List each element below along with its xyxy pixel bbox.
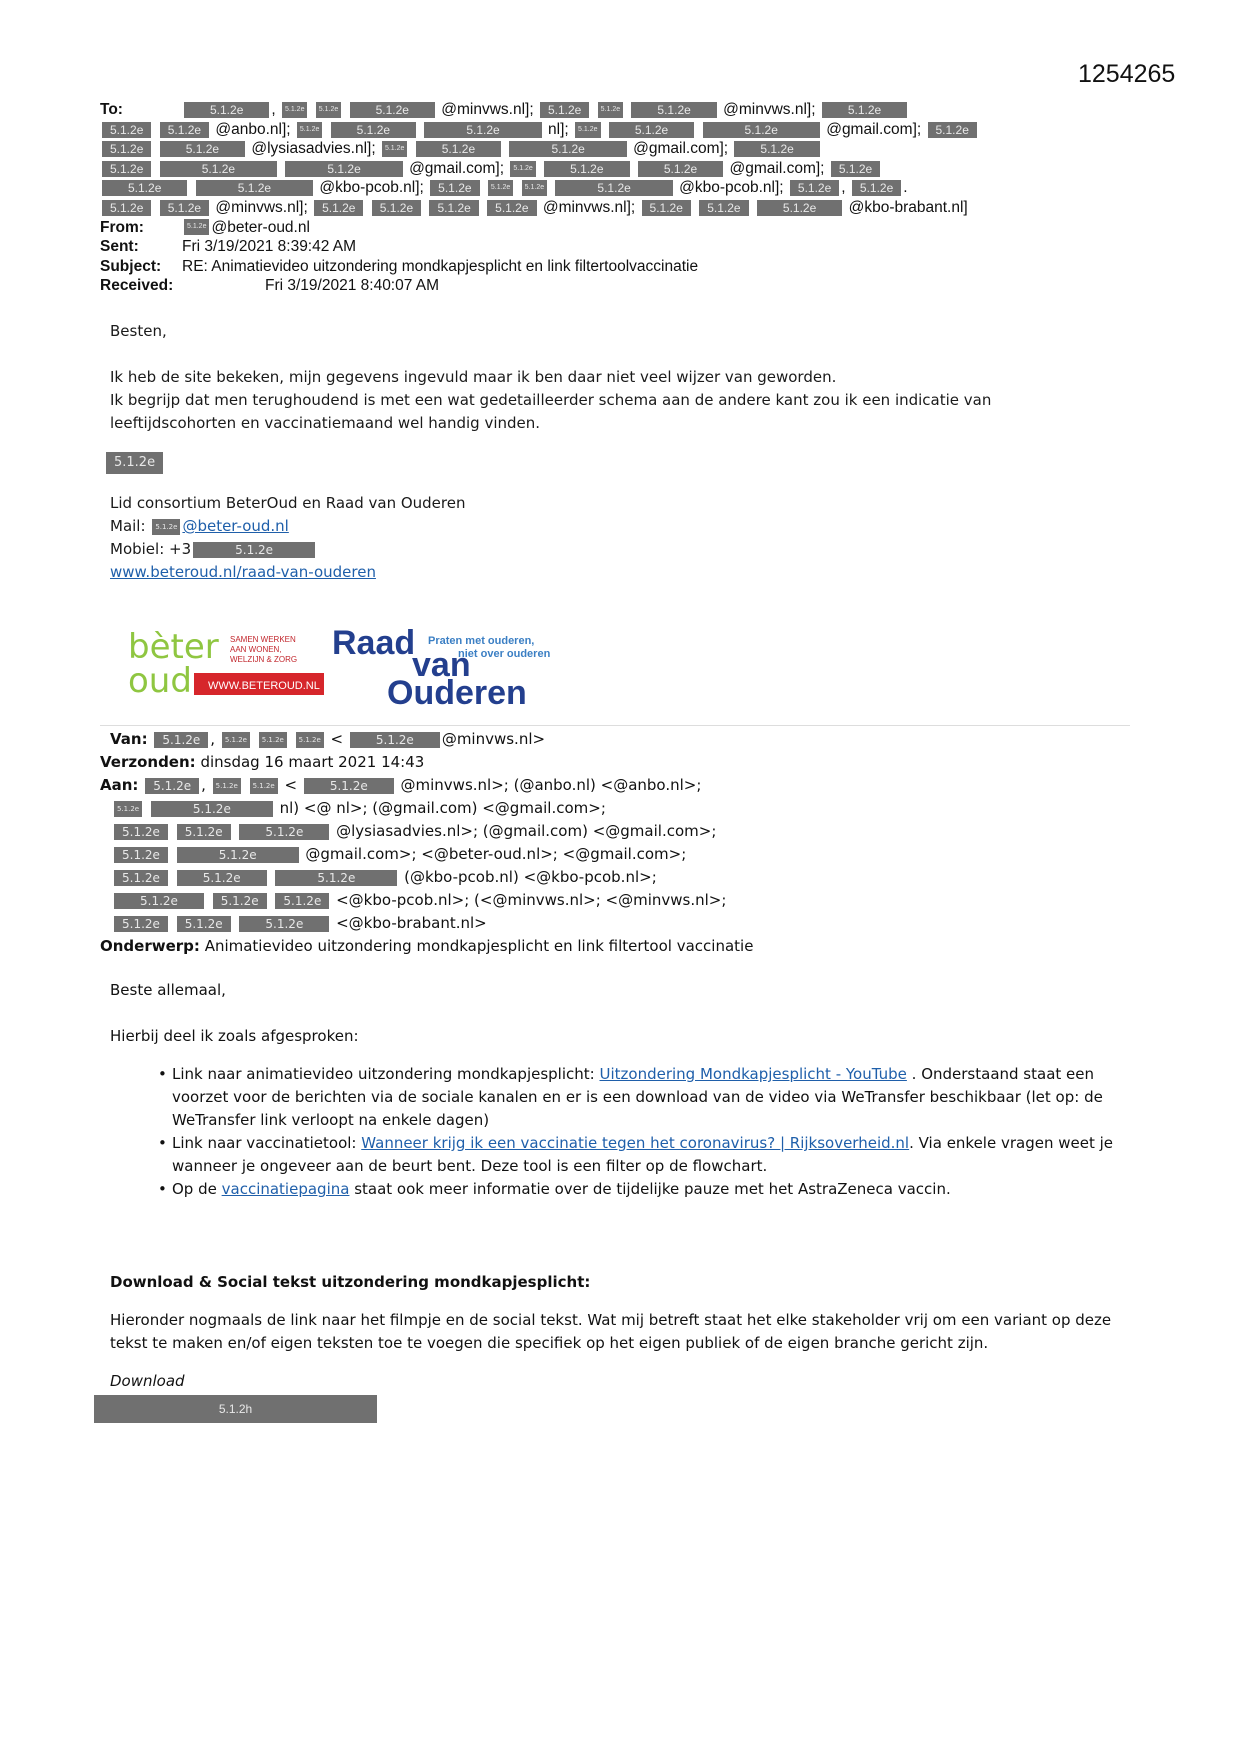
redaction: 5.1.2e xyxy=(114,893,204,909)
redaction: 5.1.2e xyxy=(114,824,168,840)
reply-para: Ik heb de site bekeken, mijn gegevens ingevuld maar ik ben daar niet veel wijzer van geworden. xyxy=(110,368,837,386)
aan-line xyxy=(100,889,1150,912)
raad-van-ouderen-logo xyxy=(330,620,590,708)
email-header xyxy=(100,100,1160,296)
redaction: 5.1.2e xyxy=(177,916,231,932)
redaction: 5.1.2e xyxy=(642,200,691,216)
sent-value: Fri 3/19/2021 8:39:42 AM xyxy=(182,238,357,256)
download-text: Hieronder nogmaals de link naar het filmpje en de social tekst. Wat mij betreft staat het elke stakeholder vrij om een variant op deze tekst te maken en/of eigen teksten toe te voegen die specifiek op het eigen publiek of de eigen branche gericht zijn. xyxy=(110,1311,1112,1352)
redaction: 5.1.2e xyxy=(544,161,629,177)
redaction: 5.1.2e xyxy=(177,847,299,863)
address-text: @gmail.com]; xyxy=(729,159,825,177)
to-label: To: xyxy=(100,101,123,118)
logo-text: WELZIJN & ZORG xyxy=(230,655,298,664)
signature-mail xyxy=(110,515,1130,538)
aan-block xyxy=(100,774,1150,935)
redaction: 5.1.2e xyxy=(151,801,273,817)
sent-label: Sent: xyxy=(100,238,139,256)
onderwerp-line xyxy=(100,935,1150,958)
redaction: 5.1.2e xyxy=(575,122,600,138)
redaction: 5.1.2e xyxy=(822,102,907,118)
redaction: 5.1.2e xyxy=(598,102,623,118)
van-label: Van: xyxy=(110,730,148,748)
bullet-text: Link naar animatievideo uitzondering mondkapjesplicht: xyxy=(172,1065,600,1083)
van-line: Van: 5.1.2e , 5.1.2e 5.1.2e 5.1.2e < 5.1.2e @minvws.nl> xyxy=(110,730,546,748)
redaction: 5.1.2e xyxy=(297,122,322,138)
logo-text: oud xyxy=(128,661,192,701)
redaction: 5.1.2e xyxy=(259,732,287,748)
redaction: 5.1.2e xyxy=(160,122,209,138)
aan-text: nl) <@ nl>; (@gmail.com) <@gmail.com>; xyxy=(279,799,606,817)
redaction: 5.1.2e xyxy=(555,180,672,196)
logo-text: SAMEN WERKEN xyxy=(230,635,296,644)
forward-body xyxy=(100,979,1150,1393)
forward-bullets xyxy=(110,1063,1150,1201)
redaction: 5.1.2e xyxy=(160,141,245,157)
to-line-5: 5.1.2e 5.1.2e @kbo-pcob.nl]; 5.1.2e 5.1.2e 5.1.2e 5.1.2e @kbo-pcob.nl]; 5.1.2e , 5.1.2e . xyxy=(100,178,1160,198)
mobile-label: Mobiel: +3 xyxy=(110,540,192,558)
redaction: 5.1.2e xyxy=(114,801,142,817)
reply-para: Ik begrijp dat men terughoudend is met een wat gedetailleerder schema aan de andere kant zou ik een indicatie van xyxy=(110,391,992,409)
redaction: 5.1.2e xyxy=(285,161,402,177)
redaction: 5.1.2e xyxy=(154,732,208,748)
download-link-redaction: 5.1.2h xyxy=(94,1395,377,1423)
aan-line xyxy=(100,843,1150,866)
redaction: 5.1.2e xyxy=(522,180,547,196)
redaction: 5.1.2e xyxy=(631,102,716,118)
address-text: @minvws.nl]; xyxy=(723,101,816,118)
redaction: 5.1.2e xyxy=(510,161,535,177)
aan-line xyxy=(100,912,1150,935)
redaction: 5.1.2e xyxy=(430,180,479,196)
address-text: @kbo-pcob.nl]; xyxy=(319,179,424,197)
redaction: 5.1.2e xyxy=(114,870,168,886)
redaction: 5.1.2e xyxy=(790,180,839,196)
redaction: 5.1.2e xyxy=(734,141,819,157)
redaction: 5.1.2e xyxy=(239,916,329,932)
redaction: 5.1.2e xyxy=(102,180,187,196)
redaction: 5.1.2e xyxy=(152,519,180,535)
aan-line xyxy=(100,797,1150,820)
aan-line xyxy=(100,820,1150,843)
redaction: 5.1.2e xyxy=(638,161,723,177)
redaction: 5.1.2e xyxy=(193,542,315,558)
to-line-6 xyxy=(100,198,1160,218)
aan-text: @gmail.com>; <@beter-oud.nl>; <@gmail.com>; xyxy=(305,845,687,863)
bullet-item xyxy=(158,1063,1150,1132)
address-text: @gmail.com]; xyxy=(633,140,729,158)
redaction: 5.1.2e xyxy=(424,122,541,138)
logo-text: WWW.BETEROUD.NL xyxy=(208,680,320,692)
aan-text: @lysiasadvies.nl>; (@gmail.com) <@gmail.com>; xyxy=(336,822,717,840)
redaction: 5.1.2e xyxy=(757,200,842,216)
logo-text: Praten met ouderen, xyxy=(428,635,535,647)
youtube-link[interactable]: Uitzondering Mondkapjesplicht - YouTube xyxy=(599,1065,907,1083)
subject-label: Subject: xyxy=(100,257,162,275)
bullet-text: staat ook meer informatie over de tijdelijke pauze met het AstraZeneca vaccin. xyxy=(349,1180,951,1198)
redaction: 5.1.2e xyxy=(250,778,278,794)
redaction: 5.1.2e xyxy=(331,122,416,138)
bullet-text: . Onderstaand staat een voorzet voor de berichten via de sociale kanalen en er is een download van de video via WeTransfer beschikbaar (let op: de WeTransfer link verloopt na enkele dagen) xyxy=(172,1065,1103,1129)
signature-mobile xyxy=(110,538,1130,561)
logo-text: AAN WONEN, xyxy=(230,645,282,654)
address-text: @gmail.com]; xyxy=(409,159,505,177)
redaction: 5.1.2e xyxy=(831,161,880,177)
download-label: Download xyxy=(110,1372,185,1390)
redaction: 5.1.2e xyxy=(350,102,435,118)
redaction: 5.1.2e xyxy=(487,200,536,216)
forward-intro: Hierbij deel ik zoals afgesproken: xyxy=(110,1027,359,1045)
sent-line xyxy=(100,237,1160,257)
redaction: 5.1.2e xyxy=(382,141,407,157)
reply-greeting: Besten, xyxy=(110,322,167,340)
received-label: Received: xyxy=(100,277,174,295)
received-line xyxy=(100,276,1160,296)
redaction: 5.1.2e xyxy=(540,102,589,118)
redaction: 5.1.2e xyxy=(114,847,168,863)
logo-text: niet over ouderen xyxy=(458,648,551,660)
mail-link[interactable]: @beter-oud.nl xyxy=(182,517,289,535)
redaction: 5.1.2e xyxy=(184,102,269,118)
aan-text: <@kbo-brabant.nl> xyxy=(336,914,487,932)
subject-line xyxy=(100,257,1160,277)
website-link[interactable]: www.beteroud.nl/raad-van-ouderen xyxy=(110,563,376,581)
redaction: 5.1.2e xyxy=(213,778,241,794)
logo-text: bèter xyxy=(128,628,219,667)
redaction: 5.1.2e xyxy=(429,200,478,216)
redaction: 5.1.2e xyxy=(699,200,748,216)
verzonden-label: Verzonden: xyxy=(100,753,196,771)
redaction: 5.1.2e xyxy=(239,824,329,840)
from-label: From: xyxy=(100,218,144,236)
download-heading: Download & Social tekst uitzondering mondkapjesplicht: xyxy=(110,1273,591,1291)
aan-text: <@kbo-pcob.nl>; (<@minvws.nl>; <@minvws.nl>; xyxy=(336,891,727,909)
redaction: 5.1.2e xyxy=(102,141,151,157)
redaction: 5.1.2e xyxy=(160,161,277,177)
redaction: 5.1.2e xyxy=(114,916,168,932)
beter-oud-logo xyxy=(128,628,328,704)
redaction: 5.1.2e xyxy=(102,161,151,177)
verzonden-line xyxy=(100,751,1150,774)
aan-text: (@kbo-pcob.nl) <@kbo-pcob.nl>; xyxy=(404,868,657,886)
redaction: 5.1.2e xyxy=(416,141,501,157)
aan-label: Aan: xyxy=(100,776,139,794)
verzonden-value: dinsdag 16 maart 2021 14:43 xyxy=(200,753,425,771)
redaction: 5.1.2e xyxy=(282,102,307,118)
forward-greeting: Beste allemaal, xyxy=(110,981,226,999)
vaccination-tool-link[interactable]: Wanneer krijg ik een vaccinatie tegen het coronavirus? | Rijksoverheid.nl xyxy=(361,1134,910,1152)
bullet-item xyxy=(158,1132,1150,1178)
address-text: @kbo-brabant.nl] xyxy=(848,198,968,216)
redaction: 5.1.2e xyxy=(102,200,151,216)
redaction: 5.1.2e xyxy=(928,122,977,138)
aan-line: Aan: 5.1.2e , 5.1.2e 5.1.2e < 5.1.2e @minvws.nl>; (@anbo.nl) <@anbo.nl>; xyxy=(100,776,702,794)
address-text: @minvws.nl]; xyxy=(441,101,534,118)
redaction: 5.1.2e xyxy=(852,180,901,196)
redaction: 5.1.2e xyxy=(213,893,267,909)
van-domain: @minvws.nl> xyxy=(441,730,546,748)
logo-text: Raad xyxy=(332,624,416,662)
logo-text: van xyxy=(412,646,471,684)
redaction: 5.1.2e xyxy=(102,122,151,138)
from-address: @beter-oud.nl xyxy=(211,218,310,236)
redaction: 5.1.2e xyxy=(184,219,209,235)
redaction: 5.1.2e xyxy=(488,180,513,196)
redaction: 5.1.2e xyxy=(509,141,626,157)
address-text: @minvws.nl]; xyxy=(542,198,636,216)
logo-text: Ouderen xyxy=(387,674,527,708)
to-line-3 xyxy=(100,139,1160,159)
redaction: 5.1.2e xyxy=(316,102,341,118)
to-line-1: To: 5.1.2e , 5.1.2e 5.1.2e 5.1.2e @minvws.nl]; 5.1.2e 5.1.2e 5.1.2e @minvws.nl]; 5.1.2e xyxy=(100,100,1160,120)
vaccination-page-link[interactable]: vaccinatiepagina xyxy=(221,1180,350,1198)
redaction: 5.1.2e xyxy=(222,732,250,748)
redaction: 5.1.2e xyxy=(304,778,394,794)
redaction: 5.1.2e xyxy=(372,200,421,216)
address-text: @kbo-pcob.nl]; xyxy=(679,179,784,197)
to-line-4 xyxy=(100,159,1160,179)
redaction: 5.1.2e xyxy=(275,870,397,886)
redaction: 5.1.2e xyxy=(196,180,313,196)
redaction: 5.1.2e xyxy=(177,870,267,886)
redaction: 5.1.2e xyxy=(296,732,324,748)
mail-label: Mail: xyxy=(110,517,146,535)
address-text: @minvws.nl]; xyxy=(215,198,308,216)
redaction: 5.1.2e xyxy=(350,732,440,748)
address-text: @anbo.nl]; xyxy=(215,120,291,138)
bullet-text: . Via enkele vragen weet je wanneer je ongeveer aan de beurt bent. Deze tool is een filter op de flowchart. xyxy=(172,1134,1113,1175)
redaction: 5.1.2e xyxy=(160,200,209,216)
aan-text: @minvws.nl>; (@anbo.nl) <@anbo.nl>; xyxy=(400,776,702,794)
forwarded-message xyxy=(100,728,1150,1408)
address-text: @gmail.com]; xyxy=(826,120,922,138)
document-id: 1254265 xyxy=(1078,60,1176,88)
separator xyxy=(100,725,1130,726)
bullet-item xyxy=(158,1178,1150,1201)
reply-body xyxy=(110,320,1130,584)
redaction: 5.1.2e xyxy=(275,893,329,909)
from-line xyxy=(100,218,1160,238)
reply-para: leeftijdscohorten en vaccinatiemaand wel handig vinden. xyxy=(110,414,541,432)
address-text: nl]; xyxy=(548,120,569,138)
redaction: 5.1.2e xyxy=(145,778,199,794)
subject-value: RE: Animatievideo uitzondering mondkapjesplicht en link filtertoolvaccinatie xyxy=(182,257,699,275)
signature-role: Lid consortium BeterOud en Raad van Ouderen xyxy=(110,494,466,512)
redaction: 5.1.2e xyxy=(703,122,820,138)
aan-line xyxy=(100,866,1150,889)
address-text: @lysiasadvies.nl]; xyxy=(251,140,376,158)
redaction: 5.1.2e xyxy=(177,824,231,840)
redaction: 5.1.2e xyxy=(314,200,363,216)
sender-name-redaction: 5.1.2e xyxy=(106,452,163,474)
received-value: Fri 3/19/2021 8:40:07 AM xyxy=(265,277,440,295)
onderwerp-label: Onderwerp: xyxy=(100,937,200,955)
to-line-2 xyxy=(100,120,1160,140)
redaction: 5.1.2e xyxy=(609,122,694,138)
onderwerp-value: Animatievideo uitzondering mondkapjesplicht en link filtertool vaccinatie xyxy=(204,937,754,955)
bullet-text: Op de xyxy=(172,1180,222,1198)
bullet-text: Link naar vaccinatietool: xyxy=(172,1134,362,1152)
